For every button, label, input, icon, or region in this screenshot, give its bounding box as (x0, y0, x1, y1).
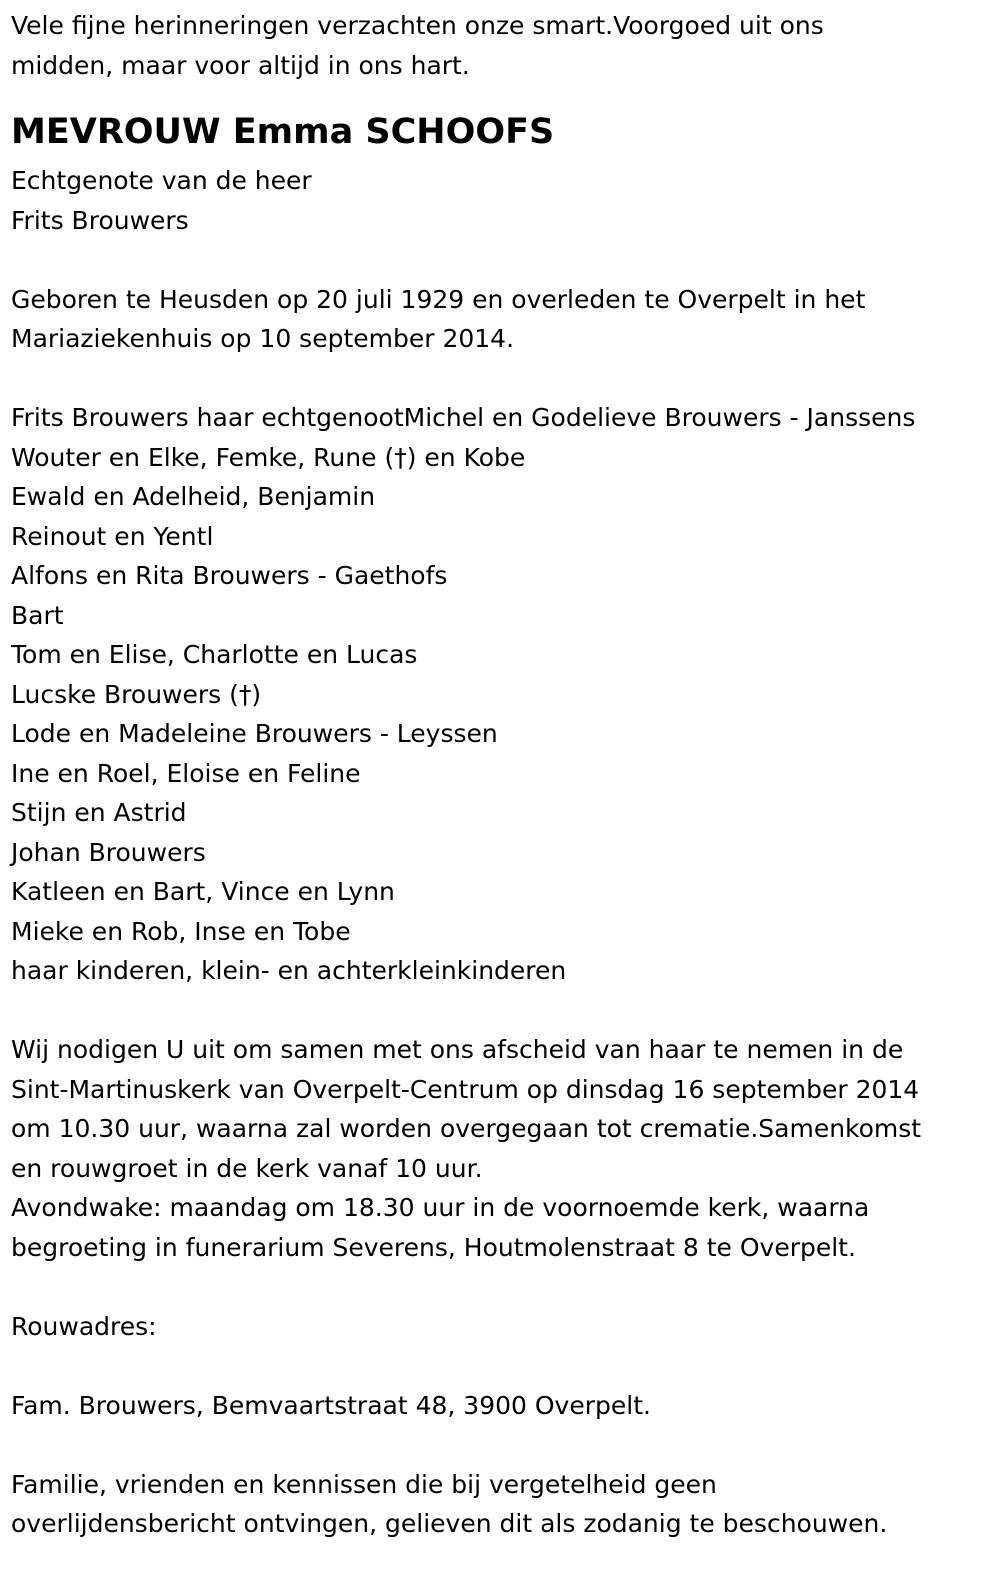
birth-death-text (11, 280, 991, 359)
spouse-line: Echtgenote van de heer (11, 166, 312, 195)
spacer (11, 991, 991, 1031)
invitation-line: Avondwake: maandag om 18.30 uur in de voornoemde kerk, waarna (11, 1193, 870, 1222)
family-line: Katleen en Bart, Vince en Lynn (11, 877, 395, 906)
invitation-line: en rouwgroet in de kerk vanaf 10 uur. (11, 1153, 483, 1183)
invitation-line: begroeting in funerarium Severens, Houtmolenstraat 8 te Overpelt. (11, 1232, 856, 1262)
spacer (11, 1425, 991, 1465)
family-line: Bart (11, 600, 64, 630)
spacer (11, 359, 991, 399)
family-line: Stijn en Astrid (11, 798, 187, 827)
closing-text (11, 1465, 991, 1544)
family-list (11, 398, 991, 991)
spacer (11, 240, 991, 280)
family-line: Johan Brouwers (11, 837, 206, 867)
family-line: haar kinderen, klein- en achterkleinkinderen (11, 956, 567, 985)
family-line: Mieke en Rob, Inse en Tobe (11, 916, 351, 946)
family-line: Frits Brouwers haar echtgenootMichel en Godelieve Brouwers - Janssens (11, 403, 916, 432)
closing-line: Familie, vrienden en kennissen die bij vergetelheid geen (11, 1469, 717, 1499)
birth-death-line: Mariaziekenhuis op 10 september 2014. (11, 324, 515, 353)
birth-death-line: Geboren te Heusden op 20 juli 1929 en overleden te Overpelt in het (11, 284, 866, 314)
family-line: Lucske Brouwers (†) (11, 679, 262, 709)
deceased-name-title: MEVROUW Emma SCHOOFS (11, 112, 555, 152)
closing-line: overlijdensbericht ontvingen, gelieven dit als zodanig te beschouwen. (11, 1509, 888, 1538)
intro-line: Vele fijne herinneringen verzachten onze smart.Voorgoed uit ons (11, 11, 824, 40)
invitation-text (11, 1030, 991, 1267)
family-line: Tom en Elise, Charlotte en Lucas (11, 640, 418, 669)
invitation-line: om 10.30 uur, waarna zal worden overgegaan tot crematie.Samenkomst (11, 1114, 922, 1143)
family-line: Ine en Roel, Eloise en Feline (11, 758, 361, 788)
invitation-line: Wij nodigen U uit om samen met ons afscheid van haar te nemen in de (11, 1035, 904, 1064)
intro-text (11, 6, 991, 85)
invitation-line: Sint-Martinuskerk van Overpelt-Centrum op dinsdag 16 september 2014 (11, 1074, 920, 1104)
family-line: Reinout en Yentl (11, 521, 214, 551)
spouse-line: Frits Brouwers (11, 205, 189, 235)
family-line: Ewald en Adelheid, Benjamin (11, 482, 376, 511)
intro-line: midden, maar voor altijd in ons hart. (11, 50, 470, 80)
address-label: Rouwadres: (11, 1311, 157, 1341)
spacer (11, 1267, 991, 1307)
family-line: Alfons en Rita Brouwers - Gaethofs (11, 561, 448, 590)
family-line: Lode en Madeleine Brouwers - Leyssen (11, 719, 498, 748)
spacer (11, 1346, 991, 1386)
address-text: Fam. Brouwers, Bemvaartstraat 48, 3900 Overpelt. (11, 1390, 651, 1420)
family-line: Wouter en Elke, Femke, Rune (†) en Kobe (11, 442, 526, 472)
spouse-text (11, 161, 991, 240)
